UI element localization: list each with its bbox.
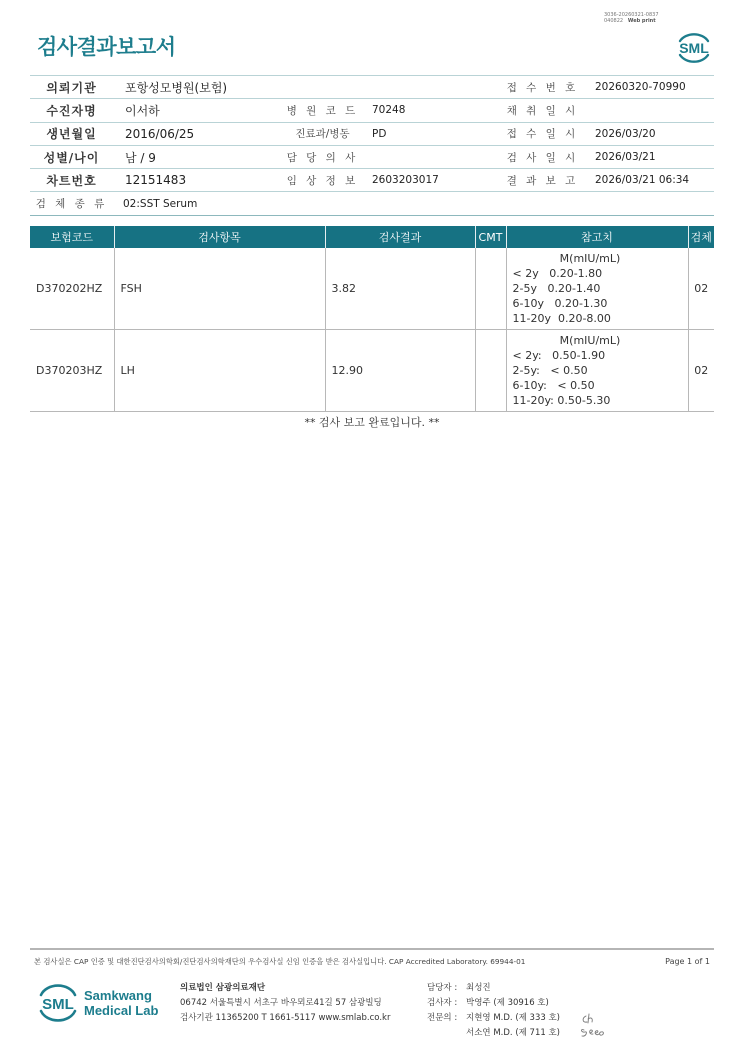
value-receipt-date: 2026/03/20: [585, 122, 714, 145]
staff-row: [427, 1026, 560, 1041]
footer-divider: [30, 948, 714, 950]
cell-result: 3.82: [325, 248, 475, 330]
page-number: Page 1 of 1: [665, 957, 710, 966]
cell-specimen: 02: [688, 330, 714, 412]
staff-list: [427, 981, 560, 1041]
header-insurance-code: 보험코드: [30, 226, 114, 248]
label-patient-name: 수진자명: [30, 99, 113, 122]
cell-item: LH: [114, 330, 325, 412]
reference-line: 6-10y: < 0.50: [512, 378, 595, 392]
staff-row: [427, 981, 560, 996]
org-name: 의료법인 삼광의료재단: [180, 983, 266, 993]
value-collection-date: [585, 99, 714, 122]
report-title: 검사결과보고서: [37, 35, 176, 59]
sml-logo-icon: [674, 27, 714, 63]
value-specimen-type: 02:SST Serum: [113, 192, 283, 215]
cell-result: 12.90: [325, 330, 475, 412]
staff-name: 박영주 (제 30916 호): [466, 998, 549, 1008]
label-sex-age: 성별/나이: [30, 145, 113, 168]
time-code: 040822: [604, 18, 624, 24]
label-birthdate: 생년월일: [30, 122, 113, 145]
staff-role: [427, 1026, 466, 1041]
staff-row: [427, 996, 560, 1011]
header-specimen: 검체: [688, 226, 714, 248]
report-complete-message: ** 검사 보고 완료입니다. **: [304, 416, 440, 429]
label-receipt-no: 접 수 번 호: [500, 76, 585, 99]
value-department: PD: [362, 122, 500, 145]
label-clinical-info: 임 상 정 보: [283, 169, 362, 192]
label-physician: 담 당 의 사: [283, 145, 362, 168]
reference-line: 11-20y: 0.50-5.30: [512, 393, 611, 407]
label-test-date: 검 사 일 시: [500, 145, 585, 168]
info-row: [30, 76, 714, 99]
results-header: [30, 226, 714, 248]
brand-line-1: Samkwang: [84, 988, 152, 1003]
cell-reference: [506, 330, 688, 412]
logo-text: SML: [679, 40, 709, 56]
org-address: 06742 서울특별시 서초구 바우뫼로41길 57 삼광빌딩: [180, 998, 382, 1008]
value-receipt-no: 20260320-70990: [585, 76, 714, 99]
doc-code: 3036-20260321-0837: [604, 12, 659, 18]
org-contact: 검사기관 11365200 T 1661-5117 www.smlab.co.kr: [180, 1013, 391, 1023]
staff-role: 검사자 :: [427, 998, 458, 1008]
value-sex-age: 남 / 9: [113, 145, 283, 168]
reference-line: < 2y: 0.50-1.90: [512, 348, 606, 362]
organization-info: [180, 981, 390, 1026]
value-requester: 포항성모병원(보험): [113, 76, 283, 99]
value-test-date: 2026/03/21: [585, 145, 714, 168]
header-test-item: 검사항목: [114, 226, 325, 248]
staff-role: 전문의 :: [427, 1013, 458, 1023]
info-row: [30, 169, 714, 192]
label-collection-date: 채 취 일 시: [500, 99, 585, 122]
brand-line-2: Medical Lab: [84, 1003, 159, 1018]
patient-info-table: [30, 75, 714, 216]
reference-unit: M(mIU/mL): [559, 333, 621, 347]
staff-row: [427, 1011, 560, 1026]
cell-reference: [506, 248, 688, 330]
value-clinical-info: 2603203017: [362, 169, 500, 192]
staff-name: 최성진: [466, 983, 491, 993]
cell-cmt: [475, 330, 506, 412]
reference-line: < 2y 0.20-1.80: [512, 267, 603, 280]
samkwang-logo-icon: [36, 980, 80, 1022]
value-patient-name: 이서하: [113, 99, 283, 122]
logo-text: SML: [42, 996, 74, 1013]
signature-image: [576, 1006, 610, 1040]
info-row: [30, 145, 714, 168]
value-birthdate: 2016/06/25: [113, 122, 283, 145]
results-table: [30, 226, 714, 412]
table-row: [30, 248, 714, 330]
cell-cmt: [475, 248, 506, 330]
header-reference: 참고치: [506, 226, 688, 248]
staff-name: 서소연 M.D. (제 711 호): [466, 1028, 561, 1038]
reference-line: 2-5y: < 0.50: [512, 363, 588, 377]
table-row: [30, 330, 714, 412]
value-chart-no: 12151483: [113, 169, 283, 192]
cell-code: D370203HZ: [30, 330, 114, 412]
print-label: Web print: [627, 18, 656, 24]
label-hospital-code: 병 원 코 드: [283, 99, 362, 122]
cell-item: FSH: [114, 248, 325, 330]
label-specimen-type: 검 체 종 류: [30, 192, 113, 215]
cell-code: D370202HZ: [30, 248, 114, 330]
label-department: 진료과/병동: [283, 122, 362, 145]
reference-line: 6-10y 0.20-1.30: [512, 297, 608, 310]
brand-name: [84, 988, 158, 1018]
value-result-report: 2026/03/21 06:34: [585, 169, 714, 192]
value-hospital-code: 70248: [362, 99, 500, 122]
info-row: [30, 122, 714, 145]
info-row: [30, 99, 714, 122]
header-cmt: CMT: [475, 226, 506, 248]
staff-name: 지현영 M.D. (제 333 호): [466, 1013, 561, 1023]
label-requester: 의뢰기관: [30, 76, 113, 99]
info-row: [30, 192, 714, 215]
document-meta: [604, 12, 659, 24]
reference-line: 2-5y 0.20-1.40: [512, 282, 601, 295]
staff-role: 담당자 :: [427, 983, 458, 993]
reference-unit: M(mIU/mL): [559, 252, 621, 265]
label-receipt-date: 접 수 일 시: [500, 122, 585, 145]
value-physician: [362, 145, 500, 168]
cell-specimen: 02: [688, 248, 714, 330]
label-result-report: 결 과 보 고: [500, 169, 585, 192]
reference-line: 11-20y 0.20-8.00: [512, 312, 611, 325]
label-chart-no: 차트번호: [30, 169, 113, 192]
header-test-result: 검사결과: [325, 226, 475, 248]
certification-note: 본 검사실은 CAP 인증 및 대한진단검사의학회/진단검사의학재단의 우수검사실 신임 인증을 받은 검사실입니다. CAP Accredited Laboratory. 69944-01: [34, 957, 526, 966]
